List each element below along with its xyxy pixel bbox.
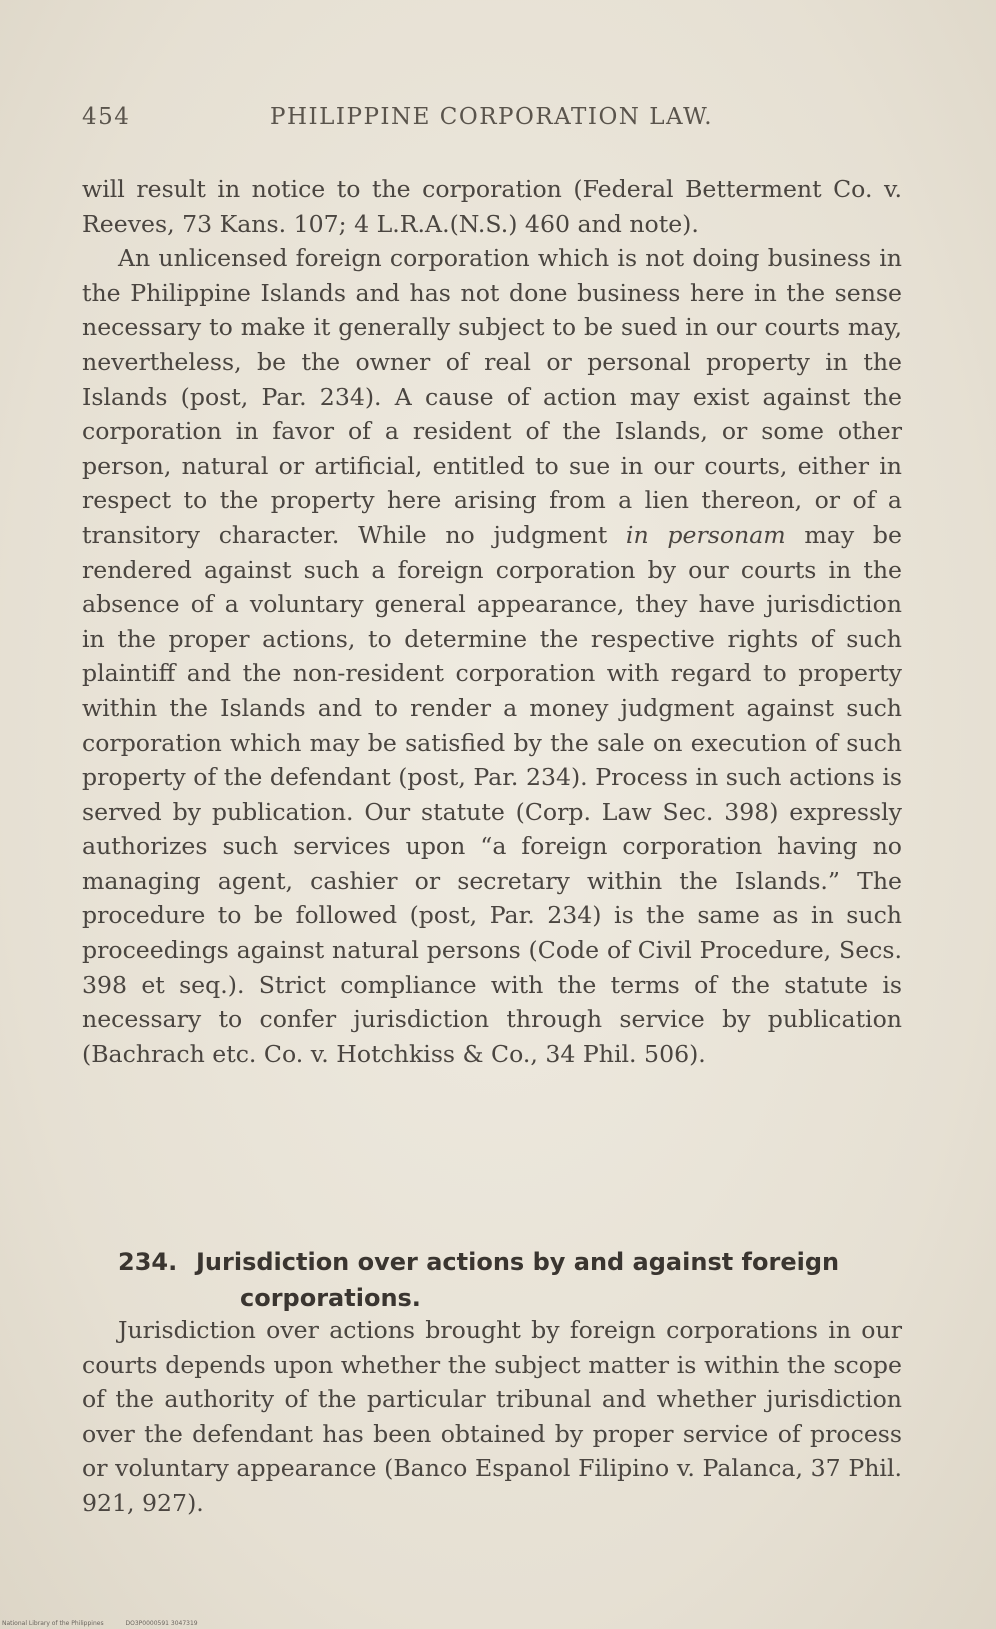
running-title: PHILIPPINE CORPORATION LAW. (270, 104, 714, 130)
page-number: 454 (82, 104, 131, 130)
scan-footer (2, 1620, 218, 1627)
library-credit: National Library of the Philippines (2, 1620, 104, 1627)
section-number: 234. (118, 1248, 178, 1276)
paragraph-foreign-corporation (82, 241, 902, 1071)
section-title-line1: Jurisdiction over actions by and against foreign (196, 1248, 840, 1276)
body-text (82, 172, 902, 1071)
section-title-line2: corporations. (240, 1284, 421, 1312)
section-heading (118, 1244, 902, 1316)
italic-phrase: in personam (625, 520, 786, 549)
paragraph-text-part2: may be rendered against such a foreign corporation by our courts in the absence of a voluntary general appearance, they have jurisdiction in the proper actions, to determine the respective rights of such plaintiff and the non-resident corporation with regard to property within the Islands and to render a money judgment against such corporation which may be satisfied by the sale on execution of such property of the defendant (post, Par. 234). Process in such actions is served by publication. Our statute (Corp. Law Sec. 398) expressly authorizes such services upon “a foreign corporation having no managing agent, cashier or secretary within the Islands.” The procedure to be followed (post, Par. 234) is the same as in such proceedings against natural persons (Code of Civil Procedure, Secs. 398 et seq.). Strict compliance with the terms of the statute is necessary to confer jurisdiction through service by publication (Bachrach etc. Co. v. Hotchkiss & Co., 34 Phil. 506). (82, 520, 902, 1068)
paragraph-text-part1: An unlicensed foreign corporation which is not doing business in the Philippine Islands and has not done business here in the sense necessary to make it generally subject to be sued in our courts may, nevertheless, be the owner of real or personal property in the Islands (post, Par. 234). A cause of action may exist against the corporation in favor of a resident of the Islands, or some other person, natural or artificial, entitled to sue in our courts, either in respect to the property here arising from a lien thereon, or of a transitory character. While no judgment (82, 244, 902, 549)
section-paragraph: Jurisdiction over actions brought by foreign corporations in our courts depends upon whether the subject matter is within the scope of the authority of the particular tribunal and whether jurisdiction over the defendant has been obtained by proper service of process or voluntary appearance (Banco Espanol Filipino v. Palanca, 37 Phil. 921, 927). (82, 1316, 902, 1517)
scan-identifier: DO3P0000591 3047319 (125, 1620, 198, 1627)
page-header (82, 104, 902, 144)
paragraph-continued: will result in notice to the corporation (Federal Betterment Co. v. Reeves, 73 Kans. 107; 4 L.R.A.(N.S.) 460 and note). (82, 175, 902, 238)
section-body (82, 1313, 902, 1521)
